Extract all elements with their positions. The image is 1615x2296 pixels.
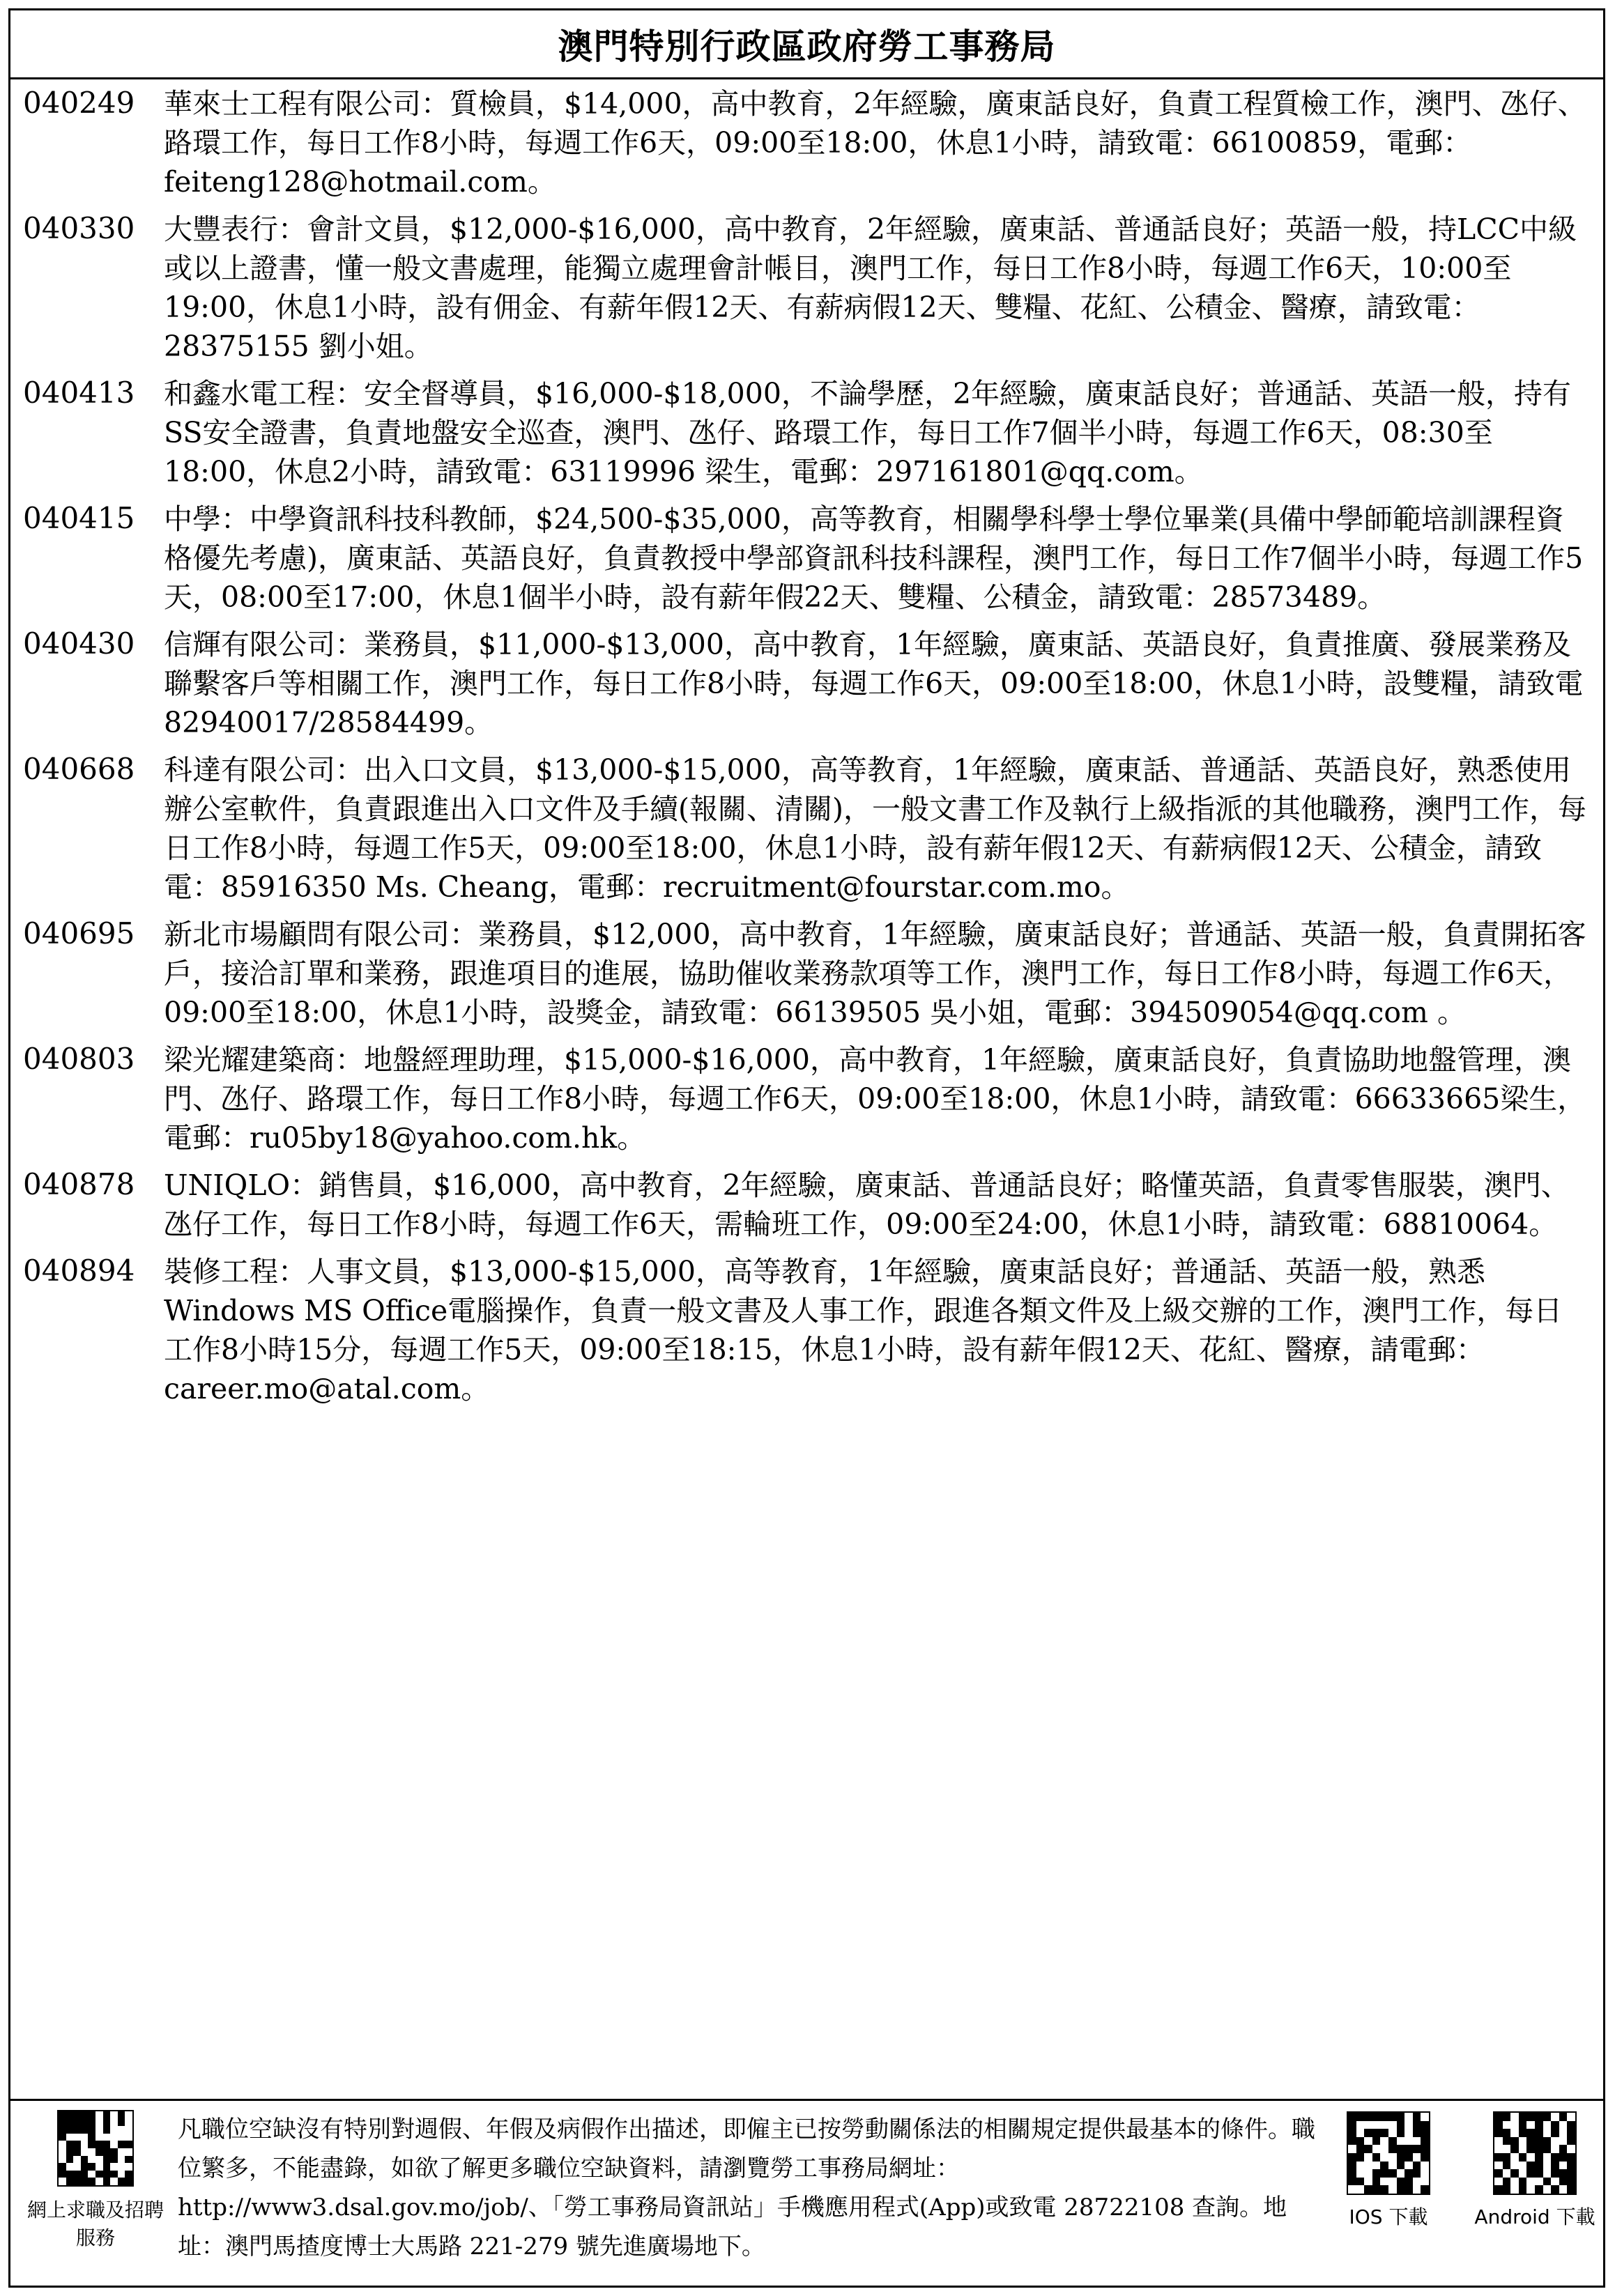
job-entry (23, 1252, 1591, 1408)
job-entry (23, 750, 1591, 907)
job-description: 新北市場顧問有限公司：業務員，$12,000，高中教育，1年經驗，廣東話良好；普通話、英語一般，負責開拓客戶，接洽訂單和業務，跟進項目的進展，協助催收業務款項等工作，澳門工作，每日工作8小時，每週工作6天，09:00至18:00，休息1小時，設獎金，請致電：66139505 吳小姐，電郵：394509054@qq.com 。 (164, 918, 1586, 1029)
page-title-text: 澳門特別行政區政府勞工事務局 (558, 26, 1056, 67)
job-entry (23, 84, 1591, 201)
web-services-block (19, 2106, 172, 2252)
job-code: 040878 (23, 1167, 135, 1201)
job-description: UNIQLO：銷售員，$16,000，高中教育，2年經驗，廣東話、普通話良好；略懂英語，負責零售服裝，澳門、氹仔工作，每日工作8小時，每週工作6天，需輪班工作，09:00至24:00，休息1小時，請致電：68810064。 (164, 1169, 1570, 1241)
android-download (1462, 2111, 1608, 2231)
job-code: 040894 (23, 1254, 135, 1288)
job-entry (23, 625, 1591, 742)
job-entry (23, 500, 1591, 617)
footer-note: 凡職位空缺沒有特別對週假、年假及病假作出描述，即僱主已按勞動關係法的相關規定提供最基本的條件。職位繁多，不能盡錄，如欲了解更多職位空缺資料，請瀏覽勞工事務局網址：http://www3.dsal.gov.mo/job/、「勞工事務局資訊站」手機應用程式(App)或致電 28722108 查詢。地址：澳門馬揸度博士大馬路 221-279 號先進廣場地下。 (178, 2116, 1315, 2260)
job-code: 040668 (23, 752, 135, 786)
ios-qr-code-icon (1347, 2111, 1430, 2195)
job-description: 裝修工程：人事文員，$13,000-$15,000，高等教育，1年經驗，廣東話良好；普通話、英語一般，熟悉Windows MS Office電腦操作，負責一般文書及人事工作，跟進各類文件及上級交辦的工作，澳門工作，每日工作8小時15分，每週工作5天，09:00至18:15，休息1小時，設有薪年假12天、花紅、醫療，請電郵：career.mo@atal.com。 (164, 1255, 1563, 1405)
job-code: 040430 (23, 626, 135, 661)
job-entry (23, 374, 1591, 491)
footer (10, 2099, 1603, 2286)
page-title (10, 10, 1603, 79)
job-description: 大豐表行：會計文員，$12,000-$16,000，高中教育，2年經驗，廣東話、普通話良好；英語一般，持LCC中級或以上證書，懂一般文書處理，能獨立處理會計帳目，澳門工作，每日工作8小時，每週工作6天，10:00至19:00，休息1小時，設有佣金、有薪年假12天、有薪病假12天、雙糧、花紅、公積金、醫療，請致電：28375155 劉小姐。 (164, 213, 1577, 363)
job-code: 040695 (23, 916, 135, 950)
job-description: 信輝有限公司：業務員，$11,000-$13,000，高中教育，1年經驗，廣東話、英語良好，負責推廣、發展業務及聯繫客戶等相關工作，澳門工作，每日工作8小時，每週工作6天，09:00至18:00，休息1小時，設雙糧，請致電 82940017/28584499。 (164, 628, 1584, 739)
job-vacancy-notice (8, 8, 1605, 2288)
job-code: 040249 (23, 86, 135, 120)
android-download-label: Android 下載 (1474, 2205, 1595, 2228)
job-description: 科達有限公司：出入口文員，$13,000-$15,000，高等教育，1年經驗，廣東話、普通話、英語良好，熟悉使用辦公室軟件，負責跟進出入口文件及手續(報關、清關)，一般文書工作及執行上級指派的其他職務，澳門工作，每日工作8小時，每週工作5天，09:00至18:00，休息1小時，設有薪年假12天、有薪病假12天、公積金，請致電：85916350 Ms. Cheang，電郵：recruitment@fourstar.com.mo。 (164, 753, 1586, 904)
android-qr-code-icon (1493, 2111, 1577, 2195)
ios-download (1315, 2111, 1462, 2231)
job-list (10, 77, 1603, 2101)
qr-code-icon (57, 2110, 134, 2187)
job-description: 梁光耀建築商：地盤經理助理，$15,000-$16,000，高中教育，1年經驗，廣東話良好，負責協助地盤管理，澳門、氹仔、路環工作，每日工作8小時，每週工作6天，09:00至18:00，休息1小時，請致電：66633665梁生，電郵：ru05by18@yahoo.com.hk。 (164, 1043, 1586, 1155)
job-entry (23, 915, 1591, 1032)
job-code: 040803 (23, 1042, 135, 1076)
job-description: 和鑫水電工程：安全督導員，$16,000-$18,000，不論學歷，2年經驗，廣東話良好；普通話、英語一般，持有SS安全證書，負責地盤安全巡查，澳門、氹仔、路環工作，每日工作7個半小時，每週工作6天，08:30至18:00，休息2小時，請致電：63119996 梁生，電郵：297161801@qq.com。 (164, 377, 1572, 488)
ios-download-label: IOS 下載 (1349, 2205, 1428, 2228)
job-entry (23, 210, 1591, 366)
job-entry (23, 1040, 1591, 1157)
job-code: 040415 (23, 501, 135, 535)
app-downloads (1315, 2106, 1608, 2231)
qr-caption: 網上求職及招聘服務 (26, 2198, 164, 2249)
job-description: 中學：中學資訊科技科教師，$24,500-$35,000，高等教育，相關學科學士學位畢業(具備中學師範培訓課程資格優先考慮)，廣東話、英語良好，負責教授中學部資訊科技科課程，澳門工作，每日工作7個半小時，每週工作5天，08:00至17:00，休息1個半小時，設有薪年假22天、雙糧、公積金，請致電：28573489。 (164, 502, 1584, 614)
job-description: 華來士工程有限公司：質檢員，$14,000，高中教育，2年經驗，廣東話良好，負責工程質檢工作，澳門、氹仔、路環工作，每日工作8小時，每週工作6天，09:00至18:00，休息1小時，請致電：66100859，電郵：feiteng128@hotmail.com。 (164, 87, 1586, 199)
job-entry (23, 1166, 1591, 1244)
job-code: 040330 (23, 211, 135, 245)
job-code: 040413 (23, 376, 135, 410)
